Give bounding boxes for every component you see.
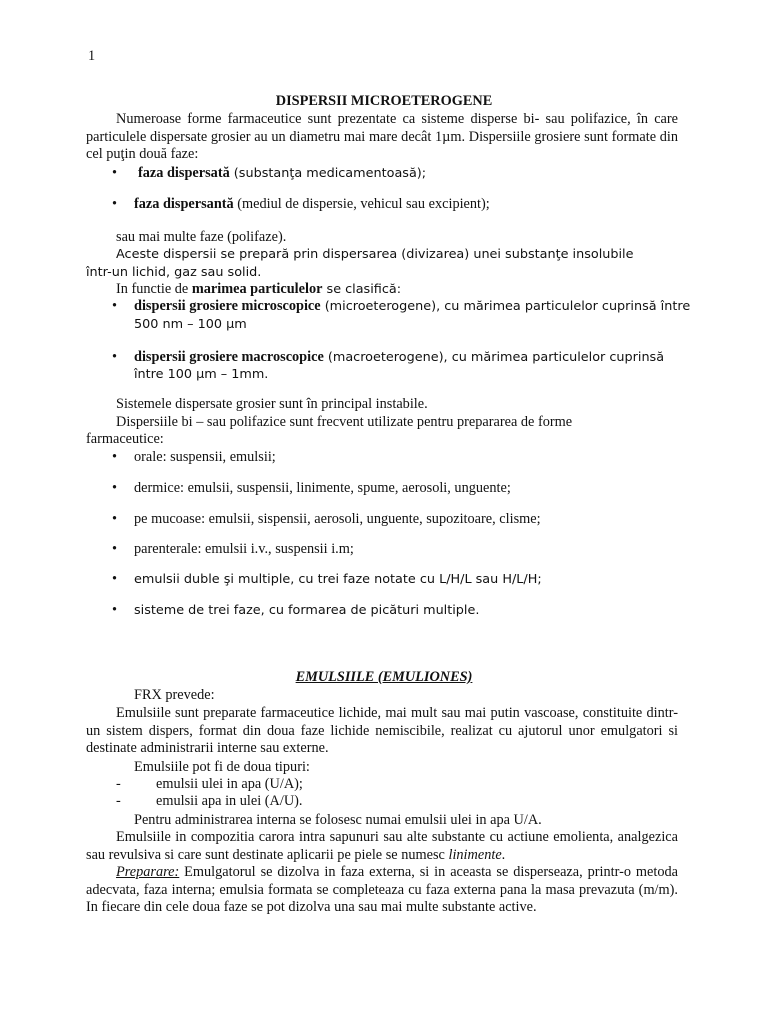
internal-line: Pentru administrarea interna se folosesc numai emulsii ulei in apa U/A. (134, 812, 542, 828)
form-item: orale: suspensii, emulsii; (134, 449, 276, 465)
bullet-icon: • (112, 449, 118, 465)
form-item: emulsii duble şi multiple, cu trei faze notate cu L/H/L sau H/L/H; (134, 572, 542, 587)
phase-item: faza dispersată (substanţa medicamentoasă); (138, 165, 427, 181)
bullet-icon: • (112, 602, 118, 618)
bullet-icon: • (112, 511, 118, 527)
bullet-icon: • (112, 196, 118, 212)
form-item: parenterale: emulsii i.v., suspensii i.m; (134, 541, 354, 557)
intro-paragraph: Numeroase forme farmaceutice sunt prezentate ca sisteme disperse bi- sau polifazice, în care particulele dispersate grosier au un diametru mai mare decât 1µm. Dispersiile grosiere sunt formate din cel puţin două faze: (86, 111, 678, 162)
form-item: dermice: emulsii, suspensii, linimente, spume, aerosoli, unguente; (134, 480, 511, 496)
prep-paragraph: Aceste dispersii se prepară prin dispersarea (divizarea) unei substanţe insolubile într-un lichid, gaz sau solid. (86, 247, 634, 280)
bullet-icon: • (112, 571, 118, 587)
usage-line-cont: farmaceutice: (86, 431, 164, 447)
classify-line: In functie de marimea particulelor se clasifică: (116, 281, 402, 297)
definition-paragraph: Emulsiile sunt preparate farmaceutice lichide, mai mult sau mai putin vascoase, constituite dintr-un sistem dispers, format din doua faze lichide nemiscibile, realizat cu ajutorul unor emulgatori si destinate administrarii interne sau externe. (86, 705, 678, 756)
bullet-icon: • (112, 541, 118, 557)
size-class-item: dispersii grosiere macroscopice (macroeterogene), cu mărimea particulelor cuprinsă (134, 349, 665, 365)
usage-line: Dispersiile bi – sau polifazice sunt frecvent utilizate pentru prepararea de forme (116, 414, 573, 430)
preparation-paragraph: Preparare: Emulgatorul se dizolva in faza externa, si in aceasta se disperseaza, printr-o metoda adecvata, faza interna; emulsia formata se completeaza cu faza externa pana la masa prevazuta (m/m). In fiecare din cele doua faze se pot dizolva una sau mai multe substante active. (86, 864, 678, 915)
section-title-dispersii: DISPERSII MICROETEROGENE (275, 93, 493, 109)
bullet-icon: • (112, 165, 118, 181)
size-class-range: 500 nm – 100 µm (134, 317, 247, 332)
poly-line: sau mai multe faze (polifaze). (116, 229, 287, 245)
page-number: 1 (88, 48, 96, 64)
section-title-emulsii: EMULSIILE (EMULIONES) (295, 669, 473, 685)
dash-icon: - (116, 776, 121, 792)
frx-line: FRX prevede: (134, 687, 215, 703)
size-class-item: dispersii grosiere microscopice (microeterogene), cu mărimea particulelor cuprinsă între (134, 298, 691, 314)
bullet-icon: • (112, 298, 118, 314)
form-item: pe mucoase: emulsii, sispensii, aerosoli, unguente, supozitoare, clisme; (134, 511, 541, 527)
size-class-range: între 100 µm – 1mm. (134, 367, 269, 382)
unstable-line: Sistemele dispersate grosier sunt în principal instabile. (116, 396, 428, 412)
bullet-icon: • (112, 349, 118, 365)
type-item: emulsii ulei in apa (U/A); (156, 776, 303, 792)
phase-item: faza dispersantă (mediul de dispersie, vehicul sau excipient); (134, 196, 490, 212)
dash-icon: - (116, 793, 121, 809)
liniments-paragraph: Emulsiile in compozitia carora intra sapunuri sau alte substante cu actiune emolienta, analgezica sau revulsiva si care sunt destinate aplicarii pe piele se numesc linimente. (86, 829, 678, 863)
bullet-icon: • (112, 480, 118, 496)
types-intro: Emulsiile pot fi de doua tipuri: (134, 759, 310, 775)
type-item: emulsii apa in ulei (A/U). (156, 793, 303, 809)
form-item: sisteme de trei faze, cu formarea de picături multiple. (134, 603, 480, 618)
